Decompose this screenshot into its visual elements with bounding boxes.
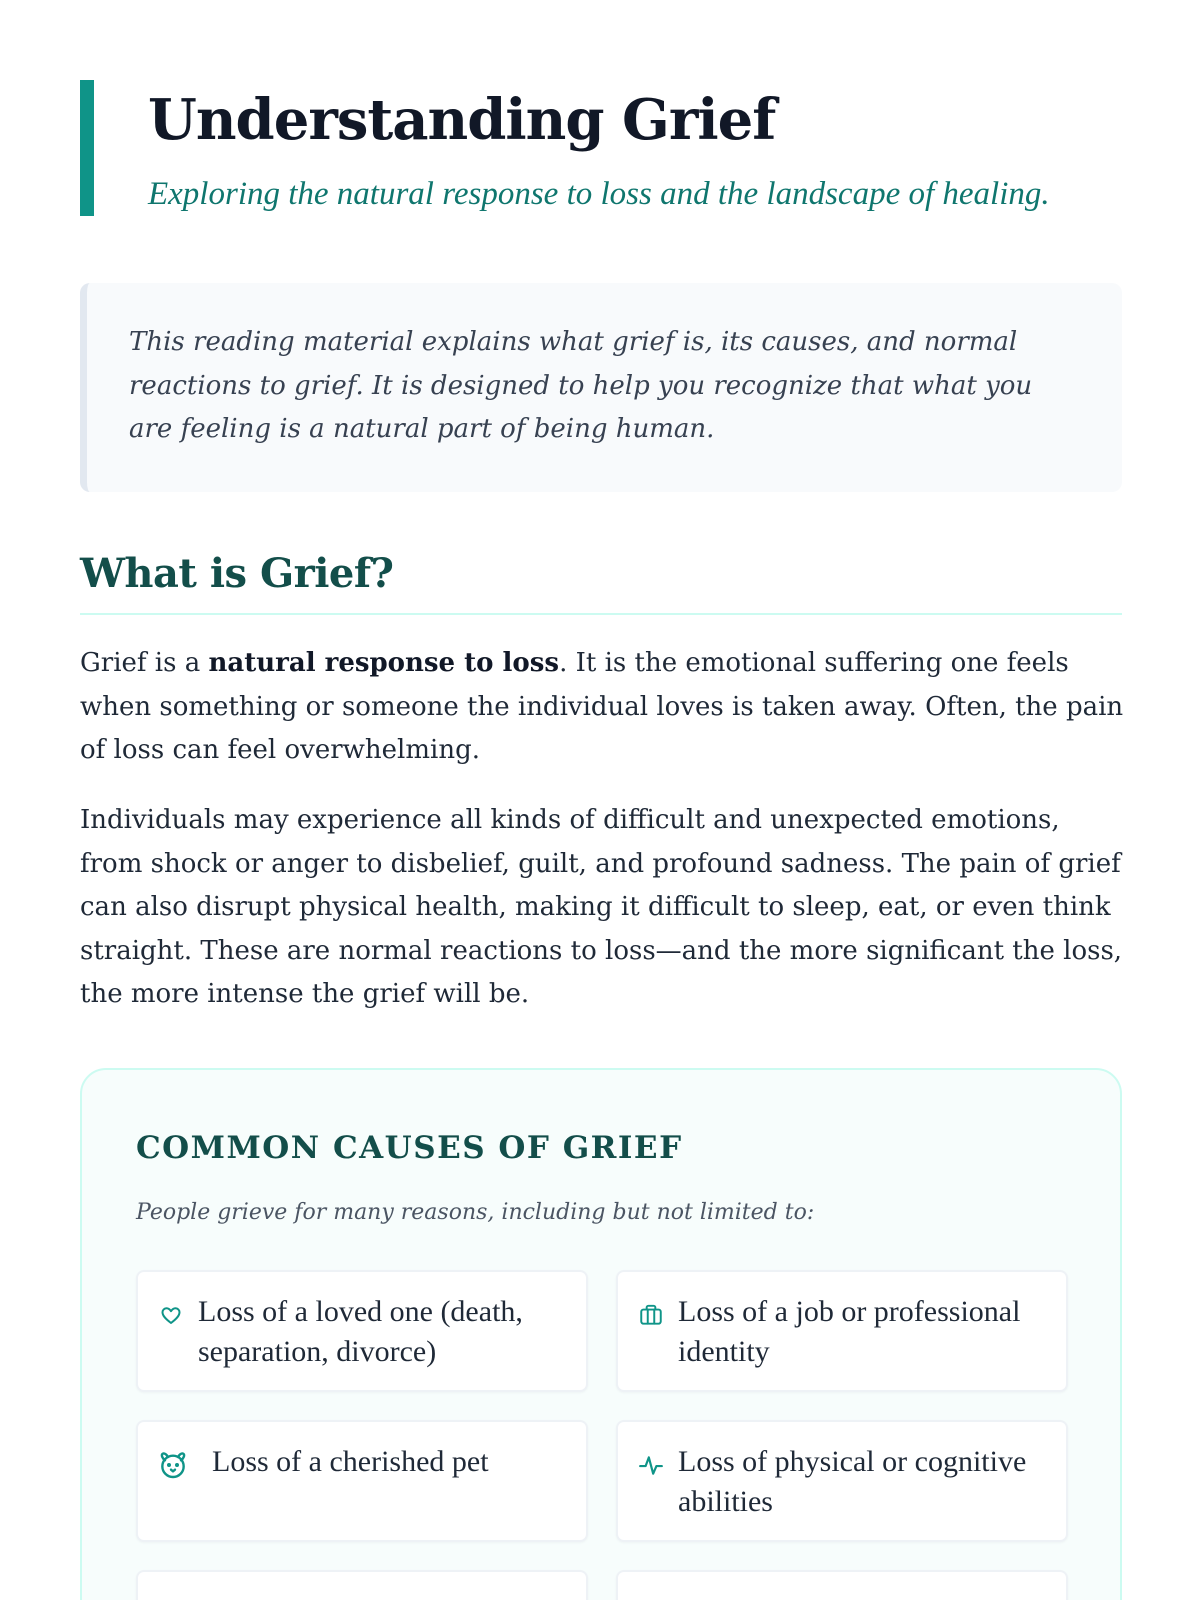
cause-label: Loss of a cherished pet — [212, 1445, 489, 1478]
section-divider — [80, 613, 1122, 615]
paragraph-text: Grief is a — [80, 648, 209, 678]
cause-item-loved-one — [136, 1270, 588, 1392]
cause-item-partial — [616, 1570, 1068, 1600]
cause-label: Loss of a job or professional identity — [678, 1295, 1021, 1368]
causes-subheading: People grieve for many reasons, including but not limited to: — [136, 1200, 815, 1225]
page-title: Understanding Grief — [148, 87, 776, 153]
page-header — [80, 80, 1120, 216]
section-heading-what-is-grief: What is Grief? — [80, 550, 394, 597]
cause-item-partial — [136, 1570, 588, 1600]
paragraph-grief-emotions: Individuals may experience all kinds of difficult and unexpected emotions, from shock or anger to disbelief, guilt, and profound sadness. The pain of grief can also disrupt physical health, making it difficult to sleep, eat, or even think straight. These are normal reactions to loss—and the more significant the loss, the more intense the grief will be. — [80, 805, 1123, 1009]
page-subtitle: Exploring the natural response to loss and the landscape of healing. — [148, 176, 1050, 212]
cause-item-abilities — [616, 1420, 1068, 1542]
pet-icon — [156, 1448, 190, 1482]
intro-text: This reading material explains what grief is, its causes, and normal reactions to grief. It is designed to help you recognize that what you are feeling is a natural part of being human. — [129, 327, 1033, 444]
causes-heading: COMMON CAUSES OF GRIEF — [136, 1130, 683, 1166]
cause-item-pet — [136, 1420, 588, 1542]
briefcase-icon — [636, 1300, 666, 1330]
emphasis-natural-response: natural response to loss — [208, 648, 560, 678]
paragraph-grief-definition — [80, 642, 1125, 773]
causes-card — [80, 1068, 1122, 1600]
heart-icon — [156, 1300, 186, 1330]
cause-item-job — [616, 1270, 1068, 1392]
intro-note — [80, 283, 1122, 492]
cause-label: Loss of physical or cognitive abilities — [678, 1445, 1027, 1518]
cause-label: Loss of a loved one (death, separation, divorce) — [198, 1295, 523, 1368]
paragraph-text: . It is the emotional suffering one feels when something or someone the individual loves is taken away. Often, the pain of loss can feel overwhelming. — [80, 648, 1124, 765]
activity-icon — [636, 1450, 666, 1480]
